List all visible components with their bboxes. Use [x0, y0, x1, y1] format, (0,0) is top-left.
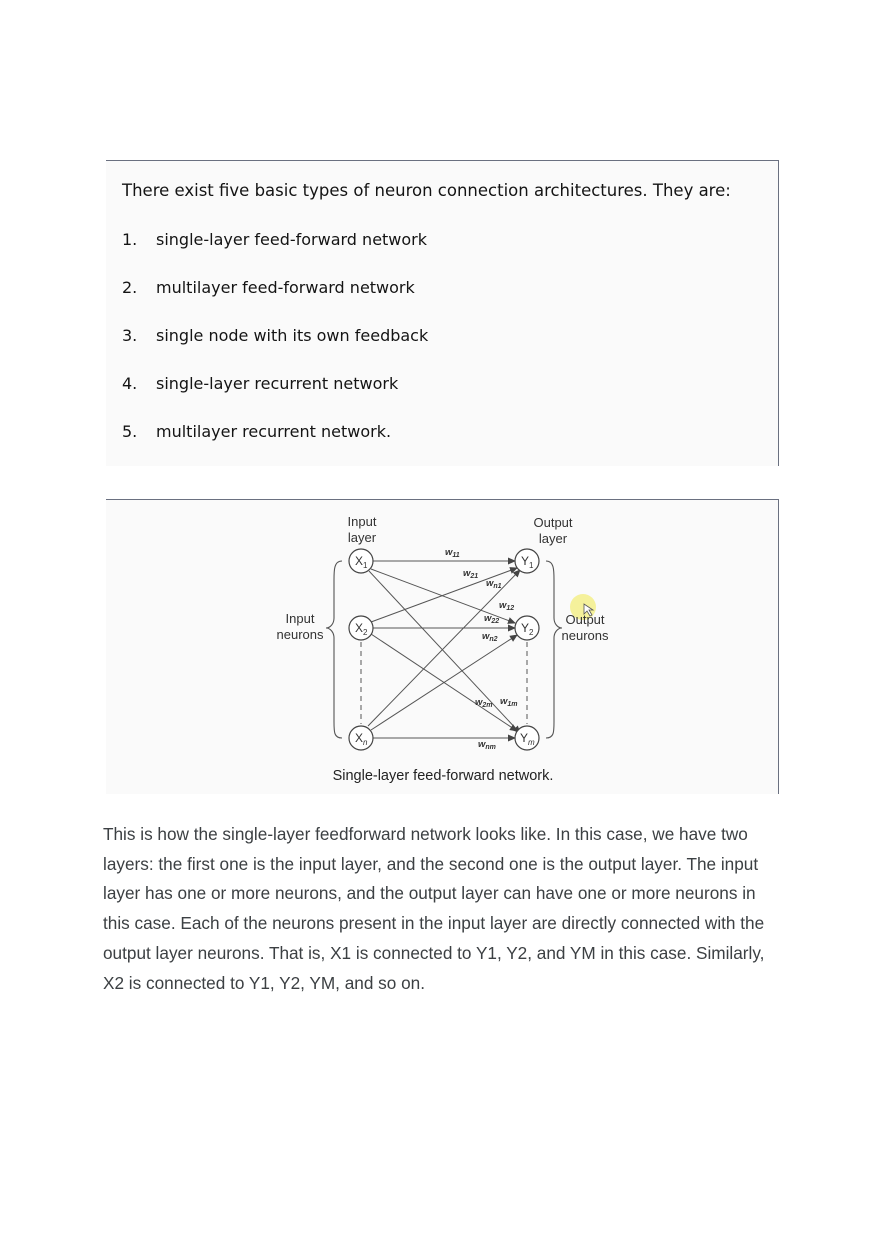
output-brace — [546, 561, 562, 738]
list-item: 1. single-layer feed-forward network — [122, 230, 428, 249]
input-node — [349, 726, 373, 750]
input-layer-label: Input — [347, 514, 377, 529]
weight-label: $w_{11}$ — [445, 547, 460, 559]
input-layer-label: layer — [347, 530, 377, 545]
output-node — [515, 726, 539, 750]
svg-text:Y2: $Y_2$ — [521, 621, 534, 637]
input-node — [349, 616, 373, 640]
output-node — [515, 616, 539, 640]
input-neurons-label: neurons — [276, 627, 324, 642]
weight-label: $w_{1m}$ — [500, 696, 518, 708]
list-item: 4. single-layer recurrent network — [122, 374, 399, 393]
output-neurons-label: neurons — [561, 628, 609, 643]
svg-text:X2: $X_2$ — [355, 621, 368, 637]
diagram-caption: Single-layer feed-forward network. — [332, 768, 554, 784]
weight-label: $w_{22}$ — [484, 613, 500, 625]
input-neurons-label: Input — [285, 611, 315, 626]
weight-label: $w_{nm}$ — [478, 739, 496, 751]
input-brace — [326, 561, 342, 738]
list-item: 3. single node with its own feedback — [122, 326, 429, 345]
weight-label: $w_{21}$ — [463, 568, 479, 580]
output-node — [515, 549, 539, 573]
svg-text:Y1: $Y_1$ — [521, 554, 534, 570]
edge-xn-y2 — [371, 635, 517, 730]
list-item: 5. multilayer recurrent network. — [122, 422, 392, 441]
weight-label: $w_{2m}$ — [475, 697, 493, 709]
weight-label: $w_{n1}$ — [486, 578, 502, 590]
weight-label: $w_{12}$ — [499, 600, 515, 612]
svg-text:Ym: $Y_m$ — [520, 731, 535, 747]
intro-text: There exist five basic types of neuron connection architectures. They are: — [122, 181, 731, 200]
weight-label: $w_{n2}$ — [482, 631, 498, 643]
input-node — [349, 549, 373, 573]
architecture-types-slide — [106, 160, 779, 466]
svg-text:Xn: $X_n$ — [355, 731, 368, 747]
svg-text:X1: $X_1$ — [355, 554, 368, 570]
feed-forward-network-diagram — [106, 500, 778, 794]
body-paragraph: This is how the single-layer feedforward network looks like. In this case, we have two layers: the first one is the input layer, and the second one is the output layer. The input layer has one or more neurons, and the output layer can have one or more neurons in this case. Each of the neurons present in the input layer are directly connected with the output layer neurons. That is, X1 is connected to Y1, Y2, and YM in this case. Similarly, X2 is connected to Y1, Y2, YM, and so on. — [103, 824, 765, 993]
output-layer-label: layer — [538, 531, 568, 546]
list-item: 2. multilayer feed-forward network — [122, 278, 415, 297]
output-neurons-label: Output — [565, 612, 605, 627]
output-layer-label: Output — [533, 515, 573, 530]
network-diagram-slide — [106, 499, 779, 794]
